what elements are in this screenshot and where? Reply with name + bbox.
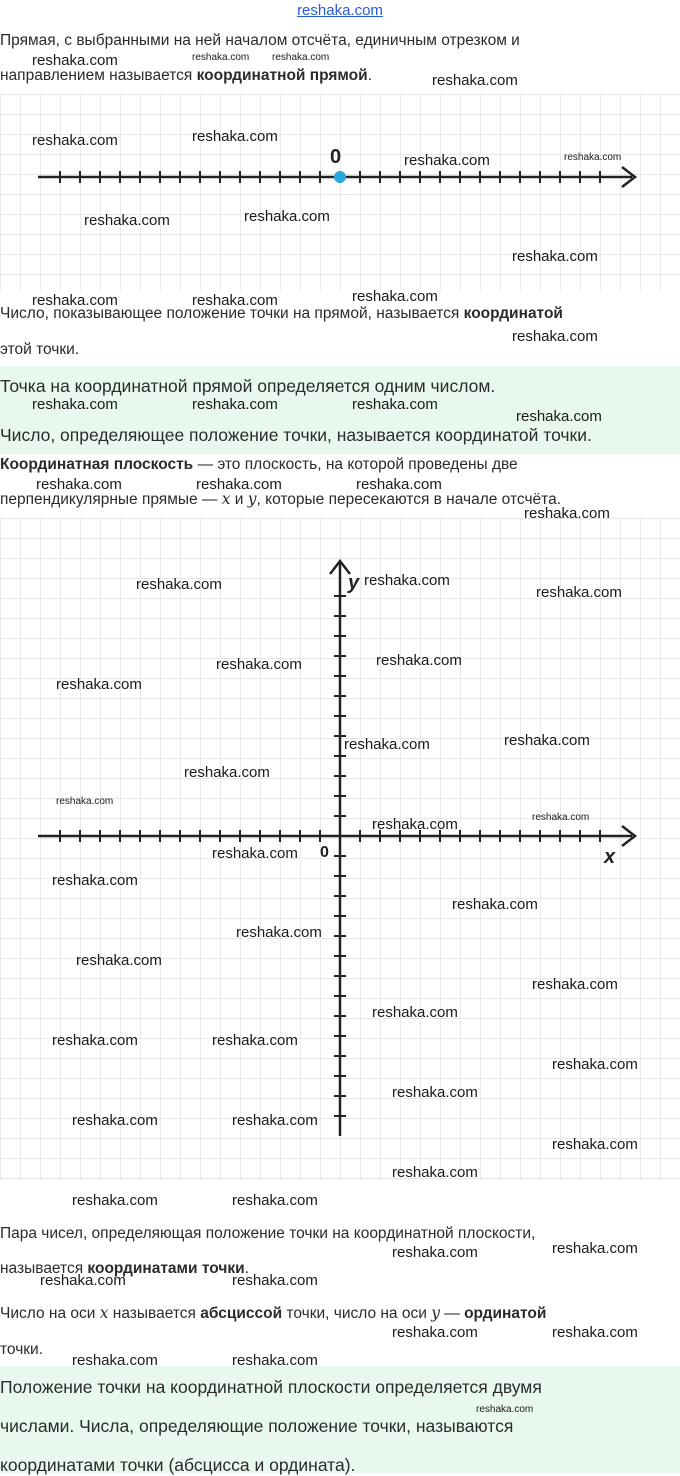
text: . (244, 1260, 249, 1277)
watermark: reshaka.com (392, 1324, 478, 1341)
watermark: reshaka.com (552, 1324, 638, 1341)
watermark: reshaka.com (212, 1032, 298, 1049)
var-y: y (247, 490, 257, 508)
text: — (439, 1305, 465, 1322)
watermark: reshaka.com (232, 1352, 318, 1369)
abscissa-text-1 (0, 1306, 676, 1322)
text: Число, показывающее положение точки на прямой, называется (0, 305, 464, 322)
watermark: reshaka.com (232, 1192, 318, 1209)
definition-line-text-2 (0, 68, 676, 84)
text: точки, число на оси (282, 1305, 432, 1322)
origin-point (334, 171, 346, 183)
coordinate-plane-figure (0, 518, 680, 1180)
zero-label: 0 (330, 146, 342, 168)
watermark: reshaka.com (40, 1272, 126, 1289)
watermark: reshaka.com (372, 816, 458, 833)
coordinate-plane-svg (0, 518, 680, 1180)
text: , которые пересекаются в начале отсчёта. (256, 491, 562, 508)
watermark: reshaka.com (376, 652, 462, 669)
watermark: reshaka.com (72, 1352, 158, 1369)
watermark: reshaka.com (232, 1272, 318, 1289)
watermark: reshaka.com (272, 52, 330, 63)
term-coordinate-line: координатной прямой (196, 67, 368, 84)
watermark: reshaka.com (32, 292, 118, 309)
watermark: reshaka.com (512, 328, 598, 345)
watermark: reshaka.com (504, 732, 590, 749)
site-link[interactable]: reshaka.com (297, 2, 383, 19)
term-point-coordinates: координатами точки (87, 1260, 245, 1277)
definition-line-text-1: Прямая, с выбранными на ней началом отсчёта, единичным отрезком и (0, 32, 520, 49)
watermark: reshaka.com (552, 1136, 638, 1153)
watermark: reshaka.com (136, 576, 222, 593)
watermark: reshaka.com (56, 676, 142, 693)
term-coordinate: координатой (463, 305, 563, 322)
highlight-2-line-1: Положение точки на координатной плоскости определяется двумя (0, 1377, 542, 1397)
text: называется (108, 1305, 201, 1322)
watermark: reshaka.com (52, 1032, 138, 1049)
watermark: reshaka.com (84, 212, 170, 229)
text: Число на оси (0, 1305, 100, 1322)
watermark: reshaka.com (36, 476, 122, 493)
watermark: reshaka.com (344, 736, 430, 753)
text: направлением называется (0, 67, 197, 84)
watermark: reshaka.com (404, 152, 490, 169)
text: — это плоскость, на которой проведены две (193, 456, 518, 473)
text: . (367, 67, 372, 84)
watermark: reshaka.com (392, 1084, 478, 1101)
watermark: reshaka.com (476, 1404, 534, 1415)
watermark: reshaka.com (72, 1192, 158, 1209)
watermark: reshaka.com (76, 952, 162, 969)
term-coordinate-plane: Координатная плоскость (0, 456, 194, 473)
term-abscissa: абсциссой (200, 1305, 283, 1322)
watermark: reshaka.com (392, 1164, 478, 1181)
text: и (230, 491, 248, 508)
watermark: reshaka.com (364, 572, 450, 589)
watermark: reshaka.com (532, 812, 590, 823)
highlight-2-line-3: координатами точки (абсцисса и ордината). (0, 1455, 356, 1475)
y-axis-label: y (348, 572, 360, 594)
watermark: reshaka.com (192, 128, 278, 145)
plane-definition-1 (0, 457, 676, 473)
watermark: reshaka.com (192, 292, 278, 309)
watermark: reshaka.com (32, 132, 118, 149)
var-x: x (99, 1304, 109, 1322)
watermark: reshaka.com (564, 152, 622, 163)
var-x: x (221, 490, 231, 508)
watermark: reshaka.com (212, 845, 298, 862)
watermark: reshaka.com (452, 896, 538, 913)
watermark: reshaka.com (352, 288, 438, 305)
watermark: reshaka.com (72, 1112, 158, 1129)
watermark: reshaka.com (236, 924, 322, 941)
x-axis-label: x (604, 846, 616, 868)
watermark: reshaka.com (536, 584, 622, 601)
watermark: reshaka.com (532, 976, 618, 993)
watermark: reshaka.com (184, 764, 270, 781)
watermark: reshaka.com (512, 248, 598, 265)
watermark: reshaka.com (372, 1004, 458, 1021)
watermark: reshaka.com (192, 52, 250, 63)
watermark: reshaka.com (56, 796, 114, 807)
watermark: reshaka.com (232, 1112, 318, 1129)
watermark: reshaka.com (32, 396, 118, 413)
text: перпендикулярные прямые — (0, 491, 222, 508)
abscissa-text-2: точки. (0, 1341, 44, 1358)
watermark: reshaka.com (32, 52, 118, 69)
watermark: reshaka.com (552, 1056, 638, 1073)
coordinate-text-2: этой точки. (0, 341, 80, 358)
coordinates-text-1: Пара чисел, определяющая положение точки на координатной плоскости, (0, 1225, 536, 1242)
origin-label: 0 (320, 844, 329, 861)
var-y: y (431, 1304, 440, 1322)
watermark: reshaka.com (352, 396, 438, 413)
watermark: reshaka.com (432, 72, 518, 89)
highlight-1-line-1: Точка на координатной прямой определяется одним числом. (0, 376, 496, 396)
term-ordinate: ординатой (464, 1305, 547, 1322)
watermark: reshaka.com (216, 656, 302, 673)
watermark: reshaka.com (192, 396, 278, 413)
highlight-1-line-2: Число, определяющее положение точки, называется координатой точки. (0, 425, 592, 445)
watermark: reshaka.com (196, 476, 282, 493)
watermark: reshaka.com (356, 476, 442, 493)
watermark: reshaka.com (52, 872, 138, 889)
watermark: reshaka.com (516, 408, 602, 425)
watermark: reshaka.com (392, 1244, 478, 1261)
highlight-2-line-2: числами. Числа, определяющие положение точки, называются (0, 1416, 514, 1436)
watermark: reshaka.com (244, 208, 330, 225)
text: называется (0, 1260, 88, 1277)
watermark: reshaka.com (524, 505, 610, 522)
watermark: reshaka.com (552, 1240, 638, 1257)
